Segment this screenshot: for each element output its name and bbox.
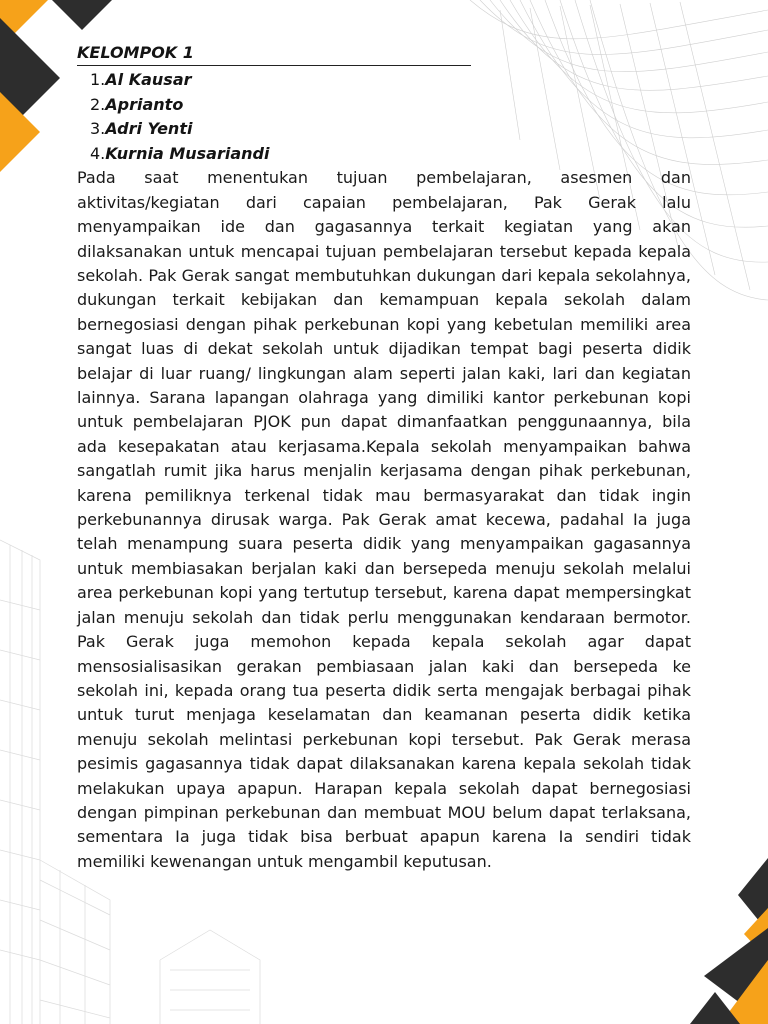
body-paragraph: Pada saat menentukan tujuan pembelajaran, asesmen dan aktivitas/kegiatan dari capaian pembelajaran, Pak Gerak lalu menyampaikan ide dan gagasannya terkait kegiatan yang akan dilaksanakan untuk mencapai tujuan pembelajaran tersebut kepada kepala sekolah. Pak Gerak sangat membutuhkan dukungan dari kepala sekolahnya, dukungan terkait kebijakan dan kemampuan kepala sekolah dalam bernegosiasi dengan pihak perkebunan kopi yang kebetulan memiliki area sangat luas di dekat sekolah untuk dijadikan tempat bagi peserta didik belajar di luar ruang/ lingkungan alam seperti jalan kaki, lari dan kegiatan lainnya. Sarana lapangan olahraga yang dimiliki kantor perkebunan kopi untuk pembelajaran PJOK pun dapat dimanfaatkan penggunaannya, bila ada kesepakatan atau kerjasama.Kepala sekolah menyampaikan bahwa sangatlah rumit jika harus menjalin kerjasama dengan pihak perkebunan, karena pemiliknya terkenal tidak mau bermasyarakat dan tidak ingin perkebunannya dirusak warga. Pak Gerak amat kecewa, padahal Ia juga telah menampung suara peserta didik yang menyampaikan gagasannya untuk membiasakan berjalan kaki dan bersepeda menuju sekolah melalui area perkebunan kopi yang tertutup tersebut, karena dapat mempersingkat jalan menuju sekolah dan tidak perlu menggunakan kendaraan bermotor. Pak Gerak juga memohon kepada kepala sekolah agar dapat mensosialisasikan gerakan pembiasaan jalan kaki dan bersepeda ke sekolah ini, kepada orang tua peserta didik serta mengajak berbagai pihak untuk turut menjaga keselamatan dan keamanan peserta didik ketika menuju sekolah melintasi perkebunan kopi tersebut. Pak Gerak merasa pesimis gagasannya tidak dapat dilaksanakan karena kepala sekolah tidak melakukan upaya apapun. Harapan kepala sekolah dapat bernegosiasi dengan pimpinan perkebunan dan membuat MOU belum dapat terlaksana, sementara Ia juga tidak bisa berbuat apapun karena Ia sendiri tidak memiliki kewenangan untuk mengambil keputusan. — [77, 168, 691, 871]
member-number: 3. — [90, 119, 106, 139]
member-number: 4. — [90, 143, 106, 163]
member-item — [77, 142, 691, 167]
member-name: Kurnia Musariandi — [105, 143, 270, 163]
member-number: 2. — [90, 94, 106, 114]
member-item — [77, 117, 691, 142]
member-item — [77, 68, 691, 93]
document-content — [77, 42, 691, 874]
member-list — [77, 68, 691, 166]
group-title: KELOMPOK 1 — [77, 42, 471, 66]
member-name: Al Kausar — [105, 70, 192, 89]
bottom-right-geometric-shapes — [690, 858, 768, 1024]
member-number: 1. — [90, 70, 106, 89]
member-name: Aprianto — [105, 94, 184, 114]
member-name: Adri Yenti — [105, 119, 193, 139]
member-item — [77, 93, 691, 118]
